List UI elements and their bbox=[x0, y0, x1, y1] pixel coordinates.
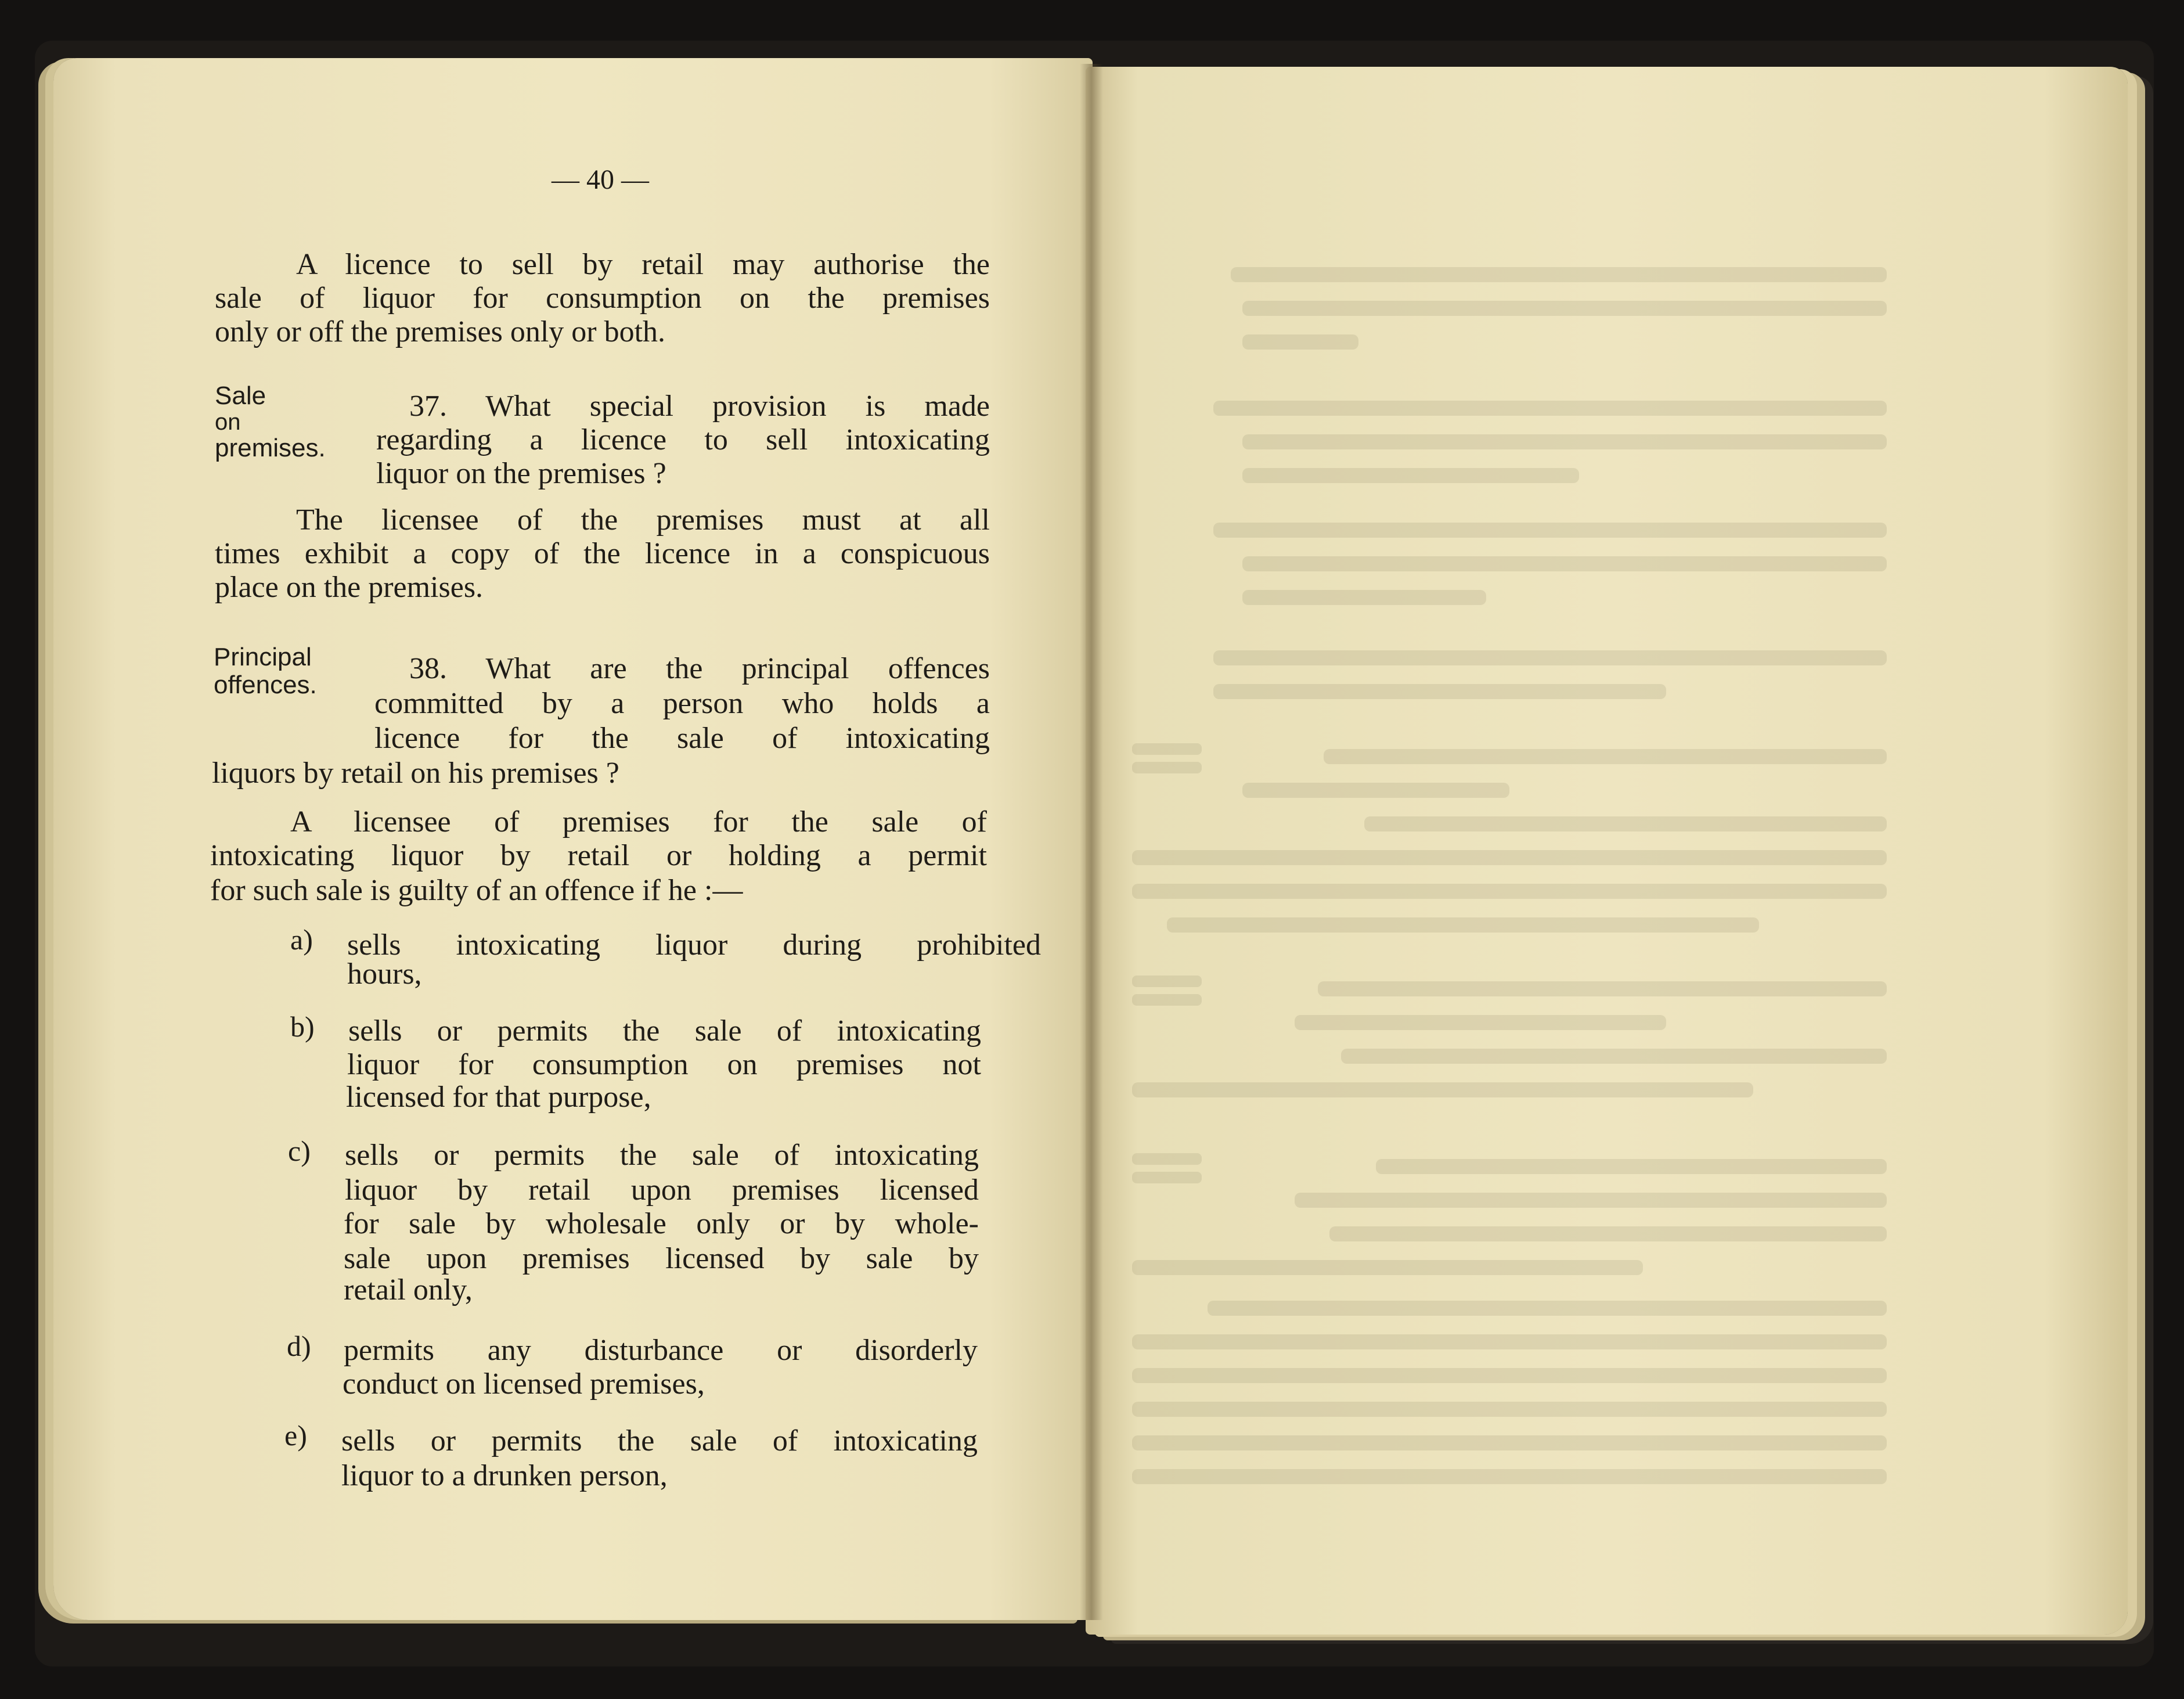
item-line: for sale by wholesale only or by whole- bbox=[344, 1207, 979, 1240]
item-line: permits any disturbance or disorderly bbox=[344, 1334, 978, 1367]
question-38-line: 38. What are the principal offences bbox=[409, 652, 990, 685]
item-label: a) bbox=[290, 923, 313, 956]
answer-37-line: times exhibit a copy of the licence in a conspicuous bbox=[215, 537, 990, 570]
item-label: c) bbox=[288, 1135, 311, 1167]
margin-note-line: premises. bbox=[215, 434, 326, 462]
item-line: sale upon premises licensed by sale by bbox=[344, 1242, 979, 1275]
intro-line: sale of liquor for consumption on the premises bbox=[215, 282, 990, 315]
item-line: liquor to a drunken person, bbox=[341, 1459, 668, 1492]
question-37-line: 37. What special provision is made bbox=[409, 390, 990, 423]
item-line: sells or permits the sale of intoxicating bbox=[348, 1014, 981, 1048]
answer-38-line: intoxicating liquor by retail or holding a permit bbox=[210, 839, 987, 872]
item-line: sells or permits the sale of intoxicating bbox=[345, 1139, 979, 1172]
page-number: — 40 — bbox=[552, 164, 649, 195]
item-label: e) bbox=[284, 1419, 307, 1452]
question-38-line: liquors by retail on his premises ? bbox=[212, 757, 619, 790]
intro-line: A licence to sell by retail may authorise the bbox=[296, 248, 990, 281]
item-label: d) bbox=[287, 1330, 311, 1362]
answer-38-line: for such sale is guilty of an offence if he :— bbox=[210, 874, 743, 907]
item-line: liquor for consumption on premises not bbox=[347, 1048, 981, 1081]
right-page-bleed-through bbox=[1132, 255, 1945, 1521]
margin-note-principal-offences bbox=[214, 643, 317, 699]
question-38-line: licence for the sale of intoxicating bbox=[374, 722, 990, 755]
item-line: licensed for that purpose, bbox=[346, 1081, 651, 1114]
item-line: hours, bbox=[347, 958, 422, 991]
answer-37-line: place on the premises. bbox=[215, 571, 484, 604]
item-line: conduct on licensed premises, bbox=[343, 1367, 705, 1401]
item-label: b) bbox=[290, 1010, 315, 1043]
answer-38-line: A licensee of premises for the sale of bbox=[290, 805, 987, 838]
answer-37-line: The licensee of the premises must at all bbox=[296, 503, 990, 537]
item-line: retail only, bbox=[344, 1273, 473, 1306]
margin-note-line: on bbox=[215, 409, 241, 435]
question-38-line: committed by a person who holds a bbox=[374, 687, 990, 720]
margin-note-line: Principal bbox=[214, 643, 312, 671]
item-line: sells or permits the sale of intoxicating bbox=[341, 1424, 978, 1457]
intro-line: only or off the premises only or both. bbox=[215, 315, 666, 348]
book-gutter bbox=[1080, 64, 1103, 1620]
question-37-line: liquor on the premises ? bbox=[376, 457, 666, 490]
item-line: sells intoxicating liquor during prohibited bbox=[347, 928, 1041, 962]
margin-note-line: offences. bbox=[214, 671, 317, 699]
margin-note-line: Sale bbox=[215, 381, 266, 410]
margin-note-sale-on-premises bbox=[215, 382, 326, 462]
item-line: liquor by retail upon premises licensed bbox=[345, 1174, 979, 1207]
question-37-line: regarding a licence to sell intoxicating bbox=[376, 423, 990, 456]
